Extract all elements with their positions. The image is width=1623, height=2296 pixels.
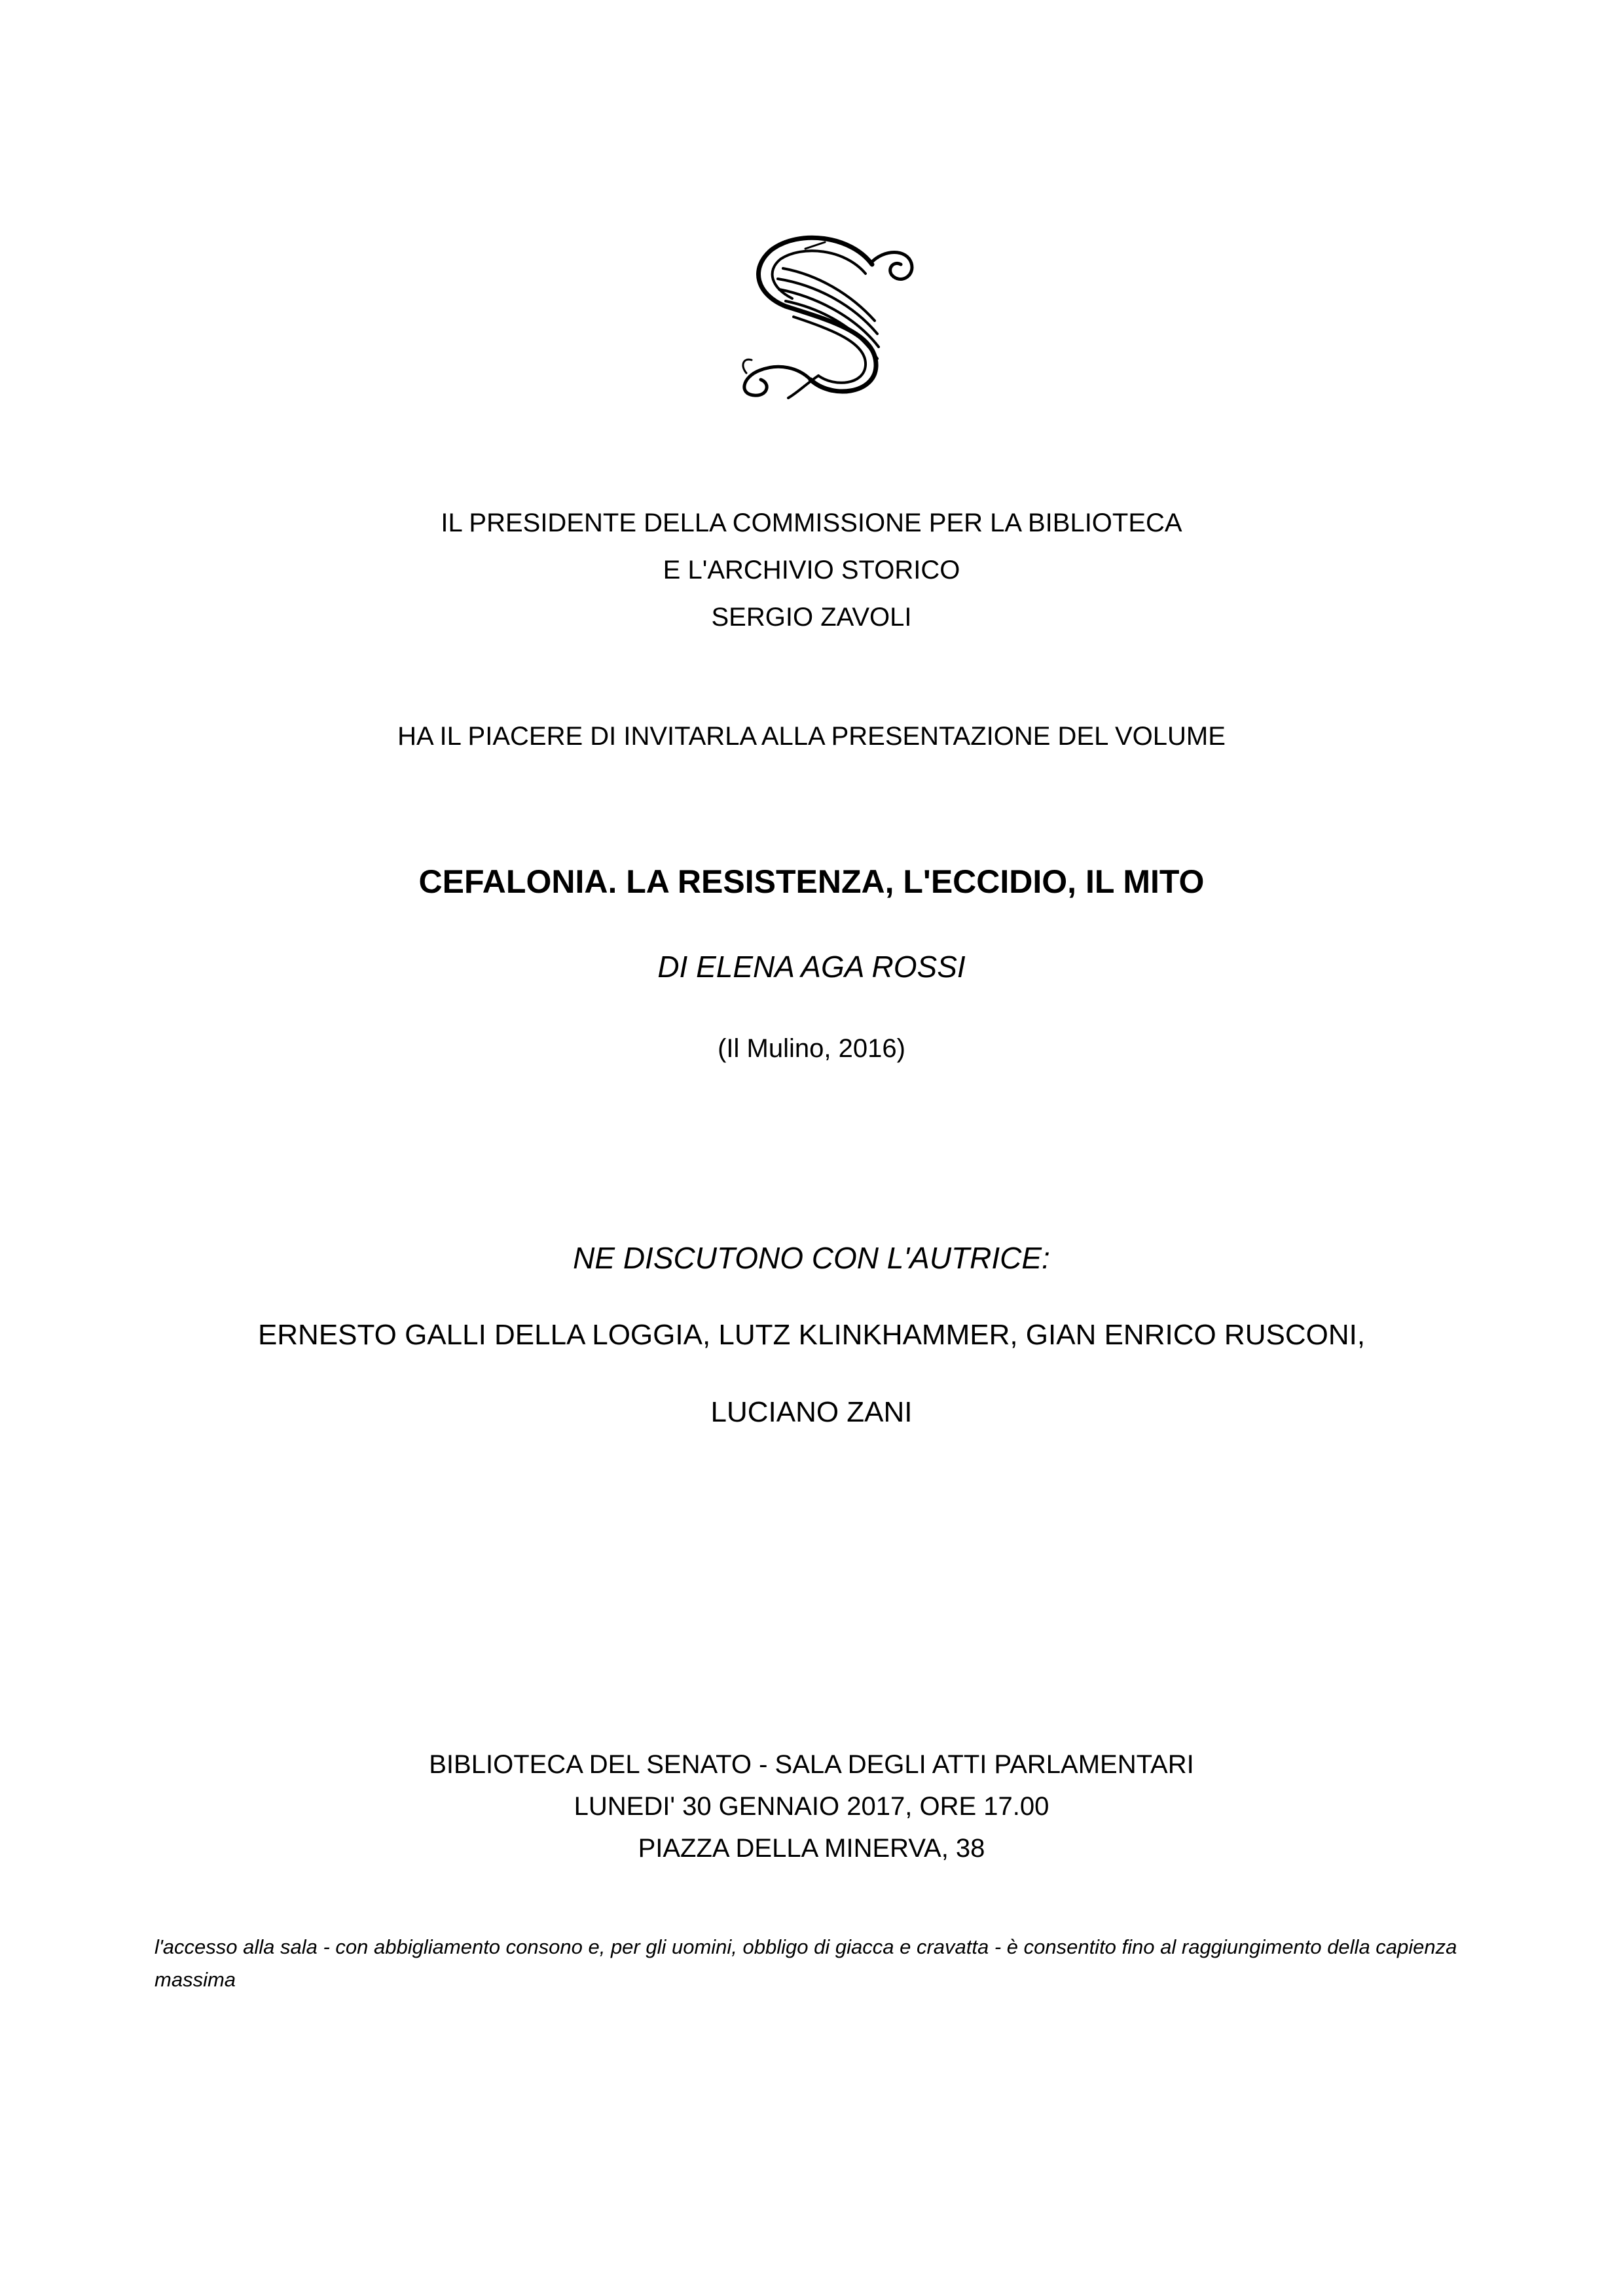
discussion-intro: NE DISCUTONO CON L'AUTRICE: [573, 1241, 1050, 1275]
book-title: CEFALONIA. LA RESISTENZA, L'ECCIDIO, IL MITO [418, 863, 1205, 900]
venue-address: PIAZZA DELLA MINERVA, 38 [638, 1834, 985, 1863]
header-line-3: SERGIO ZAVOLI [711, 603, 912, 632]
venue-datetime: LUNEDI' 30 GENNAIO 2017, ORE 17.00 [574, 1792, 1049, 1821]
access-note: l'accesso alla sala - con abbigliamento consono e, per gli uomini, obbligo di giacca e cravatta - è consentito fino al raggiungimento della capienza massima [155, 1935, 1457, 1991]
header-line-1: IL PRESIDENTE DELLA COMMISSIONE PER LA BIBLIOTECA [441, 509, 1182, 537]
header-line-2: E L'ARCHIVIO STORICO [663, 556, 960, 584]
svg-text:S: S [816, 322, 820, 329]
book-author: DI ELENA AGA ROSSI [657, 950, 966, 984]
speakers-line-2: LUCIANO ZANI [710, 1396, 913, 1428]
book-publisher: (Il Mulino, 2016) [718, 1034, 905, 1063]
speakers-line-1: ERNESTO GALLI DELLA LOGGIA, LUTZ KLINKHAMMER, GIAN ENRICO RUSCONI, [257, 1319, 1366, 1351]
venue-place: BIBLIOTECA DEL SENATO - SALA DEGLI ATTI PARLAMENTARI [429, 1750, 1194, 1779]
senate-ornamental-s-icon [720, 223, 917, 399]
invitation-text: HA IL PIACERE DI INVITARLA ALLA PRESENTAZIONE DEL VOLUME [397, 722, 1226, 751]
